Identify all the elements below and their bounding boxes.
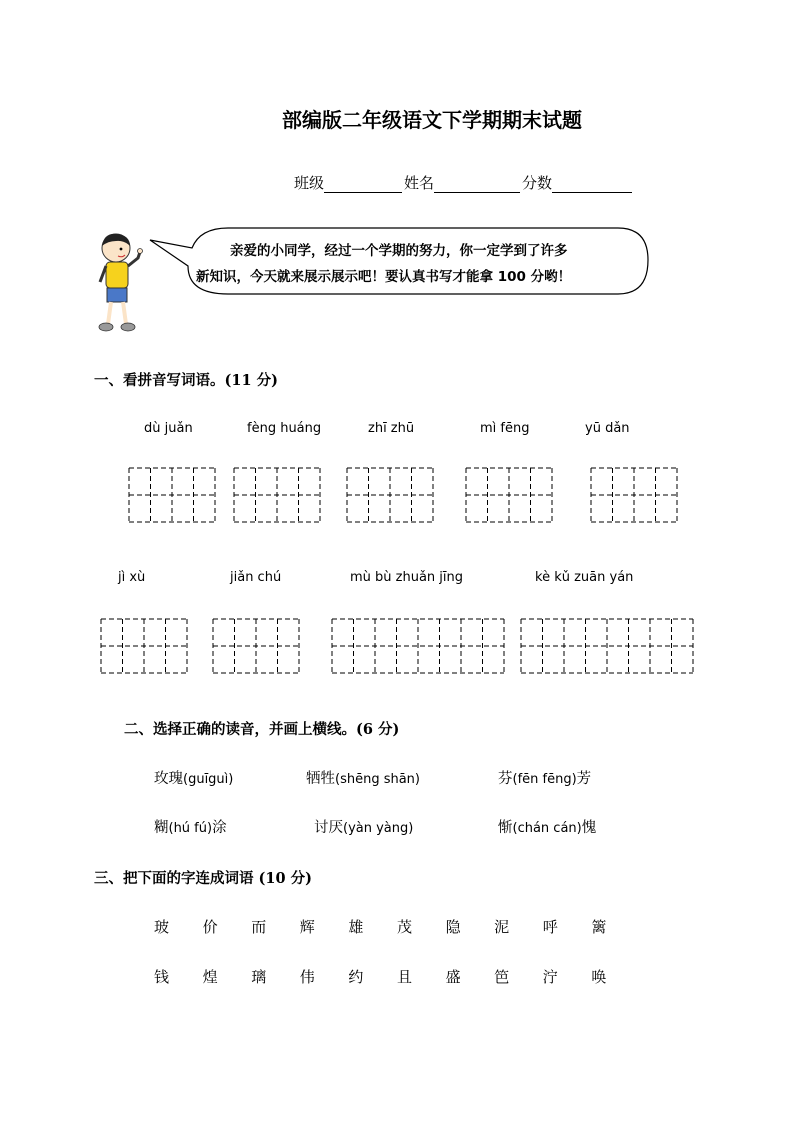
char-item[interactable]: 泞 (542, 968, 558, 986)
pinyin-8: mù bù zhuǎn jīng (350, 570, 464, 585)
reading-option-2 (306, 767, 420, 788)
char-item[interactable]: 茂 (396, 918, 412, 936)
bubble-line-1: 亲爱的小同学，经过一个学期的努力，你一定学到了许多 (230, 243, 568, 259)
reading-option-4 (154, 816, 227, 837)
char-item[interactable]: 璃 (251, 968, 267, 986)
pinyin-4: mì fēng (480, 421, 530, 436)
writing-grid-5[interactable] (590, 467, 678, 523)
option-word-after: 愧 (581, 820, 597, 836)
char-row-2 (154, 966, 640, 987)
char-item[interactable]: 雄 (348, 918, 364, 936)
section1-heading: 一、看拼音写词语。(11 分) (94, 372, 278, 389)
char-item[interactable]: 泥 (494, 918, 510, 936)
bubble-text (196, 238, 636, 290)
option-word: 牺牲 (306, 771, 335, 787)
section2-heading: 二、选择正确的读音，并画上横线。(6 分) (124, 721, 400, 738)
char-item[interactable]: 呼 (542, 918, 558, 936)
class-label: 班级 (294, 174, 325, 192)
pinyin-5: yū dǎn (585, 421, 630, 436)
char-item[interactable]: 价 (202, 918, 218, 936)
option-pinyin[interactable]: (hú fú) (168, 821, 213, 836)
option-word: 讨厌 (314, 820, 343, 836)
writing-grid-6[interactable] (100, 618, 188, 674)
option-pinyin[interactable]: (yàn yàng) (343, 821, 414, 836)
writing-grid-2[interactable] (233, 467, 321, 523)
bubble-line-2: 新知识，今天就来展示展示吧！要认真书写才能拿 100 分哟！ (196, 269, 572, 285)
writing-grid-4[interactable] (465, 467, 553, 523)
char-item[interactable]: 而 (251, 918, 267, 936)
char-item[interactable]: 笆 (494, 968, 510, 986)
pinyin-6: jì xù (118, 570, 146, 585)
writing-grid-3[interactable] (346, 467, 434, 523)
writing-grid-9[interactable] (520, 618, 694, 674)
char-item[interactable]: 约 (348, 968, 364, 986)
name-label: 姓名 (404, 174, 435, 192)
class-blank[interactable] (324, 174, 402, 193)
name-blank[interactable] (434, 174, 520, 193)
option-word: 芬 (498, 771, 513, 787)
char-item[interactable]: 煌 (202, 968, 218, 986)
option-pinyin[interactable]: (chán cán) (512, 821, 582, 836)
page-title: 部编版二年级语文下学期期末试题 (282, 108, 582, 132)
pinyin-9: kè kǔ zuān yán (535, 570, 634, 585)
pinyin-3: zhī zhū (368, 421, 415, 436)
writing-grid-1[interactable] (128, 467, 216, 523)
char-item[interactable]: 盛 (445, 968, 461, 986)
reading-option-6 (498, 816, 596, 837)
reading-option-5 (314, 816, 413, 837)
student-info-line (294, 172, 634, 193)
option-word-after: 芳 (576, 771, 592, 787)
writing-grid-7[interactable] (212, 618, 300, 674)
char-item[interactable]: 隐 (445, 918, 461, 936)
char-item[interactable]: 且 (396, 968, 412, 986)
char-item[interactable]: 篱 (591, 918, 607, 936)
char-item[interactable]: 伟 (299, 968, 315, 986)
score-label: 分数 (522, 174, 553, 192)
reading-option-3 (498, 767, 591, 788)
option-word: 糊 (154, 820, 169, 836)
char-item[interactable]: 玻 (154, 918, 170, 936)
char-item[interactable]: 唤 (591, 968, 607, 986)
option-word: 惭 (498, 820, 513, 836)
option-pinyin[interactable]: (shēng shān) (335, 772, 420, 787)
section3-heading: 三、把下面的字连成词语 (10 分) (94, 870, 312, 887)
char-item[interactable]: 辉 (299, 918, 315, 936)
option-word: 玫瑰 (154, 771, 183, 787)
char-item[interactable]: 钱 (154, 968, 170, 986)
pinyin-7: jiǎn chú (230, 570, 282, 585)
boy-illustration (94, 232, 154, 342)
pinyin-1: dù juǎn (144, 421, 193, 436)
option-word-after: 涂 (212, 820, 227, 836)
pinyin-2: fèng huáng (247, 421, 322, 436)
score-blank[interactable] (552, 174, 632, 193)
option-pinyin[interactable]: (fēn fēng) (512, 772, 577, 787)
char-row-1 (154, 916, 640, 937)
reading-option-1 (154, 767, 233, 788)
option-pinyin[interactable]: (guīguì) (183, 772, 234, 787)
writing-grid-8[interactable] (331, 618, 505, 674)
